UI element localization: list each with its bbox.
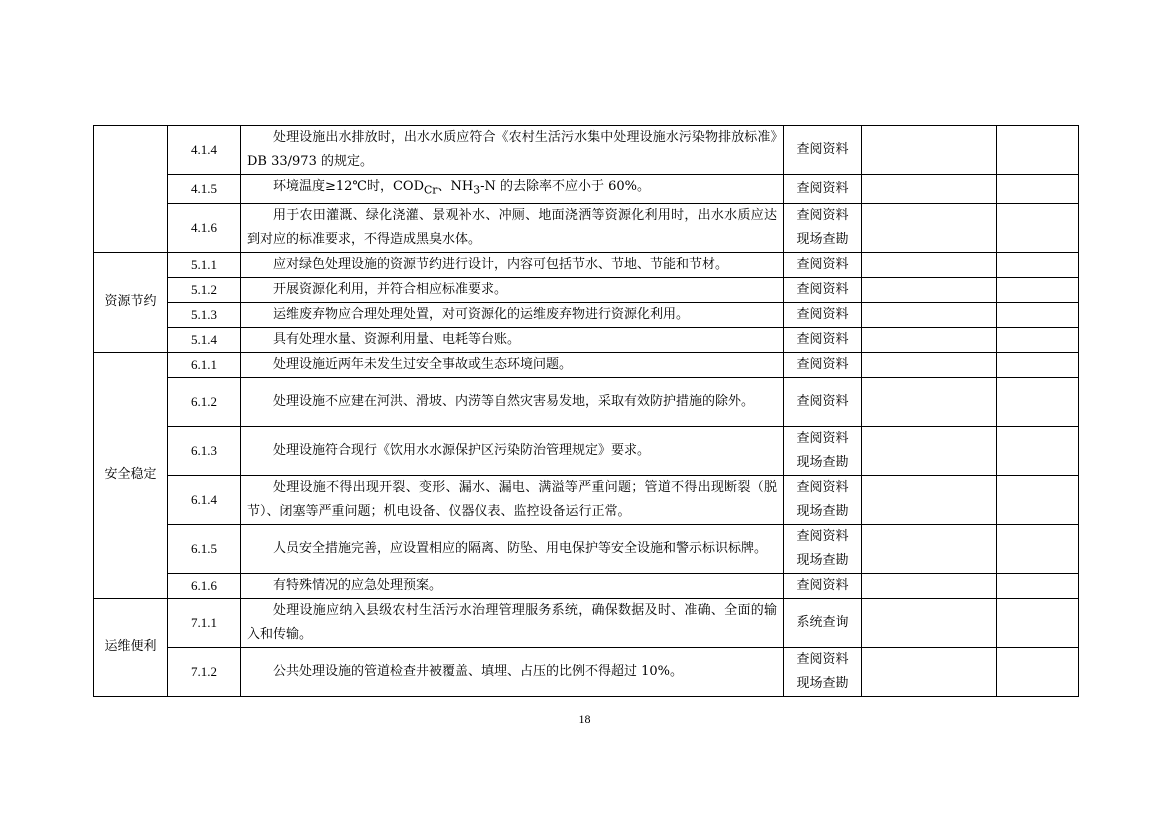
remark-cell (997, 277, 1079, 302)
category-resource-saving: 资源节约 (94, 252, 168, 352)
clause-description: 处理设施出水排放时，出水水质应符合《农村生活污水集中处理设施水污染物排放标准》DB 33/973 的规定。 (241, 126, 784, 175)
clause-description: 处理设施不得出现开裂、变形、漏水、漏电、满溢等严重问题；管道不得出现断裂（脱节）、闭塞等严重问题；机电设备、仪器仪表、监控设备运行正常。 (241, 475, 784, 524)
category-safety-stability: 安全稳定 (94, 352, 168, 598)
table-row (94, 327, 1079, 352)
clause-code: 7.1.1 (168, 598, 241, 647)
clause-description: 运维废弃物应合理处理处置，对可资源化的运维废弃物进行资源化利用。 (241, 302, 784, 327)
clause-description: 处理设施近两年未发生过安全事故或生态环境问题。 (241, 352, 784, 377)
clause-code: 4.1.6 (168, 203, 241, 252)
clause-description: 具有处理水量、资源利用量、电耗等台账。 (241, 327, 784, 352)
check-method: 查阅资料 (784, 352, 862, 377)
table-row (94, 175, 1079, 204)
remark-cell (997, 524, 1079, 573)
result-cell (862, 475, 997, 524)
table-row (94, 524, 1079, 573)
result-cell (862, 277, 997, 302)
remark-cell (997, 647, 1079, 696)
check-method: 查阅资料 现场查勘 (784, 647, 862, 696)
remark-cell (997, 598, 1079, 647)
clause-description: 用于农田灌溉、绿化浇灌、景观补水、冲厕、地面浇洒等资源化利用时，出水水质应达到对应的标准要求，不得造成黑臭水体。 (241, 203, 784, 252)
clause-description: 处理设施应纳入县级农村生活污水治理管理服务系统，确保数据及时、准确、全面的输入和传输。 (241, 598, 784, 647)
clause-description: 应对绿色处理设施的资源节约进行设计，内容可包括节水、节地、节能和节材。 (241, 252, 784, 277)
result-cell (862, 302, 997, 327)
remark-cell (997, 352, 1079, 377)
clause-description: 开展资源化利用，并符合相应标准要求。 (241, 277, 784, 302)
table-row (94, 203, 1079, 252)
result-cell (862, 647, 997, 696)
result-cell (862, 327, 997, 352)
category-cell-continued (94, 126, 168, 253)
evaluation-criteria-table (93, 125, 1079, 697)
table-row (94, 573, 1079, 598)
result-cell (862, 524, 997, 573)
check-method: 查阅资料 现场查勘 (784, 203, 862, 252)
remark-cell (997, 126, 1079, 175)
table-row (94, 598, 1079, 647)
clause-code: 4.1.4 (168, 126, 241, 175)
remark-cell (997, 175, 1079, 204)
clause-code: 5.1.4 (168, 327, 241, 352)
clause-description: 公共处理设施的管道检查井被覆盖、填埋、占压的比例不得超过 10%。 (241, 647, 784, 696)
result-cell (862, 377, 997, 426)
clause-code: 6.1.5 (168, 524, 241, 573)
clause-description: 人员安全措施完善，应设置相应的隔离、防坠、用电保护等安全设施和警示标识标牌。 (241, 524, 784, 573)
check-method: 查阅资料 (784, 175, 862, 204)
remark-cell (997, 475, 1079, 524)
clause-code: 5.1.2 (168, 277, 241, 302)
remark-cell (997, 426, 1079, 475)
result-cell (862, 175, 997, 204)
remark-cell (997, 573, 1079, 598)
clause-code: 5.1.1 (168, 252, 241, 277)
check-method: 系统查询 (784, 598, 862, 647)
check-method: 查阅资料 (784, 302, 862, 327)
table-row (94, 252, 1079, 277)
table-row (94, 426, 1079, 475)
clause-code: 4.1.5 (168, 175, 241, 204)
remark-cell (997, 203, 1079, 252)
result-cell (862, 426, 997, 475)
table-row (94, 647, 1079, 696)
table-row (94, 475, 1079, 524)
check-method: 查阅资料 现场查勘 (784, 475, 862, 524)
result-cell (862, 352, 997, 377)
result-cell (862, 252, 997, 277)
clause-code: 6.1.6 (168, 573, 241, 598)
table-row (94, 126, 1079, 175)
clause-code: 6.1.1 (168, 352, 241, 377)
clause-description: 处理设施不应建在河洪、滑坡、内涝等自然灾害易发地，采取有效防护措施的除外。 (241, 377, 784, 426)
clause-description: 有特殊情况的应急处理预案。 (241, 573, 784, 598)
page-number: 18 (578, 712, 591, 726)
clause-description: 处理设施符合现行《饮用水水源保护区污染防治管理规定》要求。 (241, 426, 784, 475)
check-method: 查阅资料 (784, 126, 862, 175)
clause-code: 6.1.4 (168, 475, 241, 524)
clause-code: 6.1.3 (168, 426, 241, 475)
table-row (94, 277, 1079, 302)
clause-description: 环境温度≥12℃时，$COD_{Cr}$、$NH_3-N$ 的去除率不应小于 60%。 (241, 175, 784, 204)
table-row (94, 377, 1079, 426)
remark-cell (997, 327, 1079, 352)
result-cell (862, 203, 997, 252)
table-row (94, 302, 1079, 327)
check-method: 查阅资料 现场查勘 (784, 524, 862, 573)
category-operation-convenience: 运维便利 (94, 598, 168, 696)
result-cell (862, 126, 997, 175)
check-method: 查阅资料 (784, 573, 862, 598)
check-method: 查阅资料 (784, 277, 862, 302)
check-method: 查阅资料 (784, 377, 862, 426)
check-method: 查阅资料 (784, 252, 862, 277)
clause-code: 6.1.2 (168, 377, 241, 426)
remark-cell (997, 302, 1079, 327)
clause-code: 5.1.3 (168, 302, 241, 327)
remark-cell (997, 377, 1079, 426)
check-method: 查阅资料 现场查勘 (784, 426, 862, 475)
result-cell (862, 573, 997, 598)
remark-cell (997, 252, 1079, 277)
result-cell (862, 598, 997, 647)
table-row (94, 352, 1079, 377)
clause-code: 7.1.2 (168, 647, 241, 696)
check-method: 查阅资料 (784, 327, 862, 352)
